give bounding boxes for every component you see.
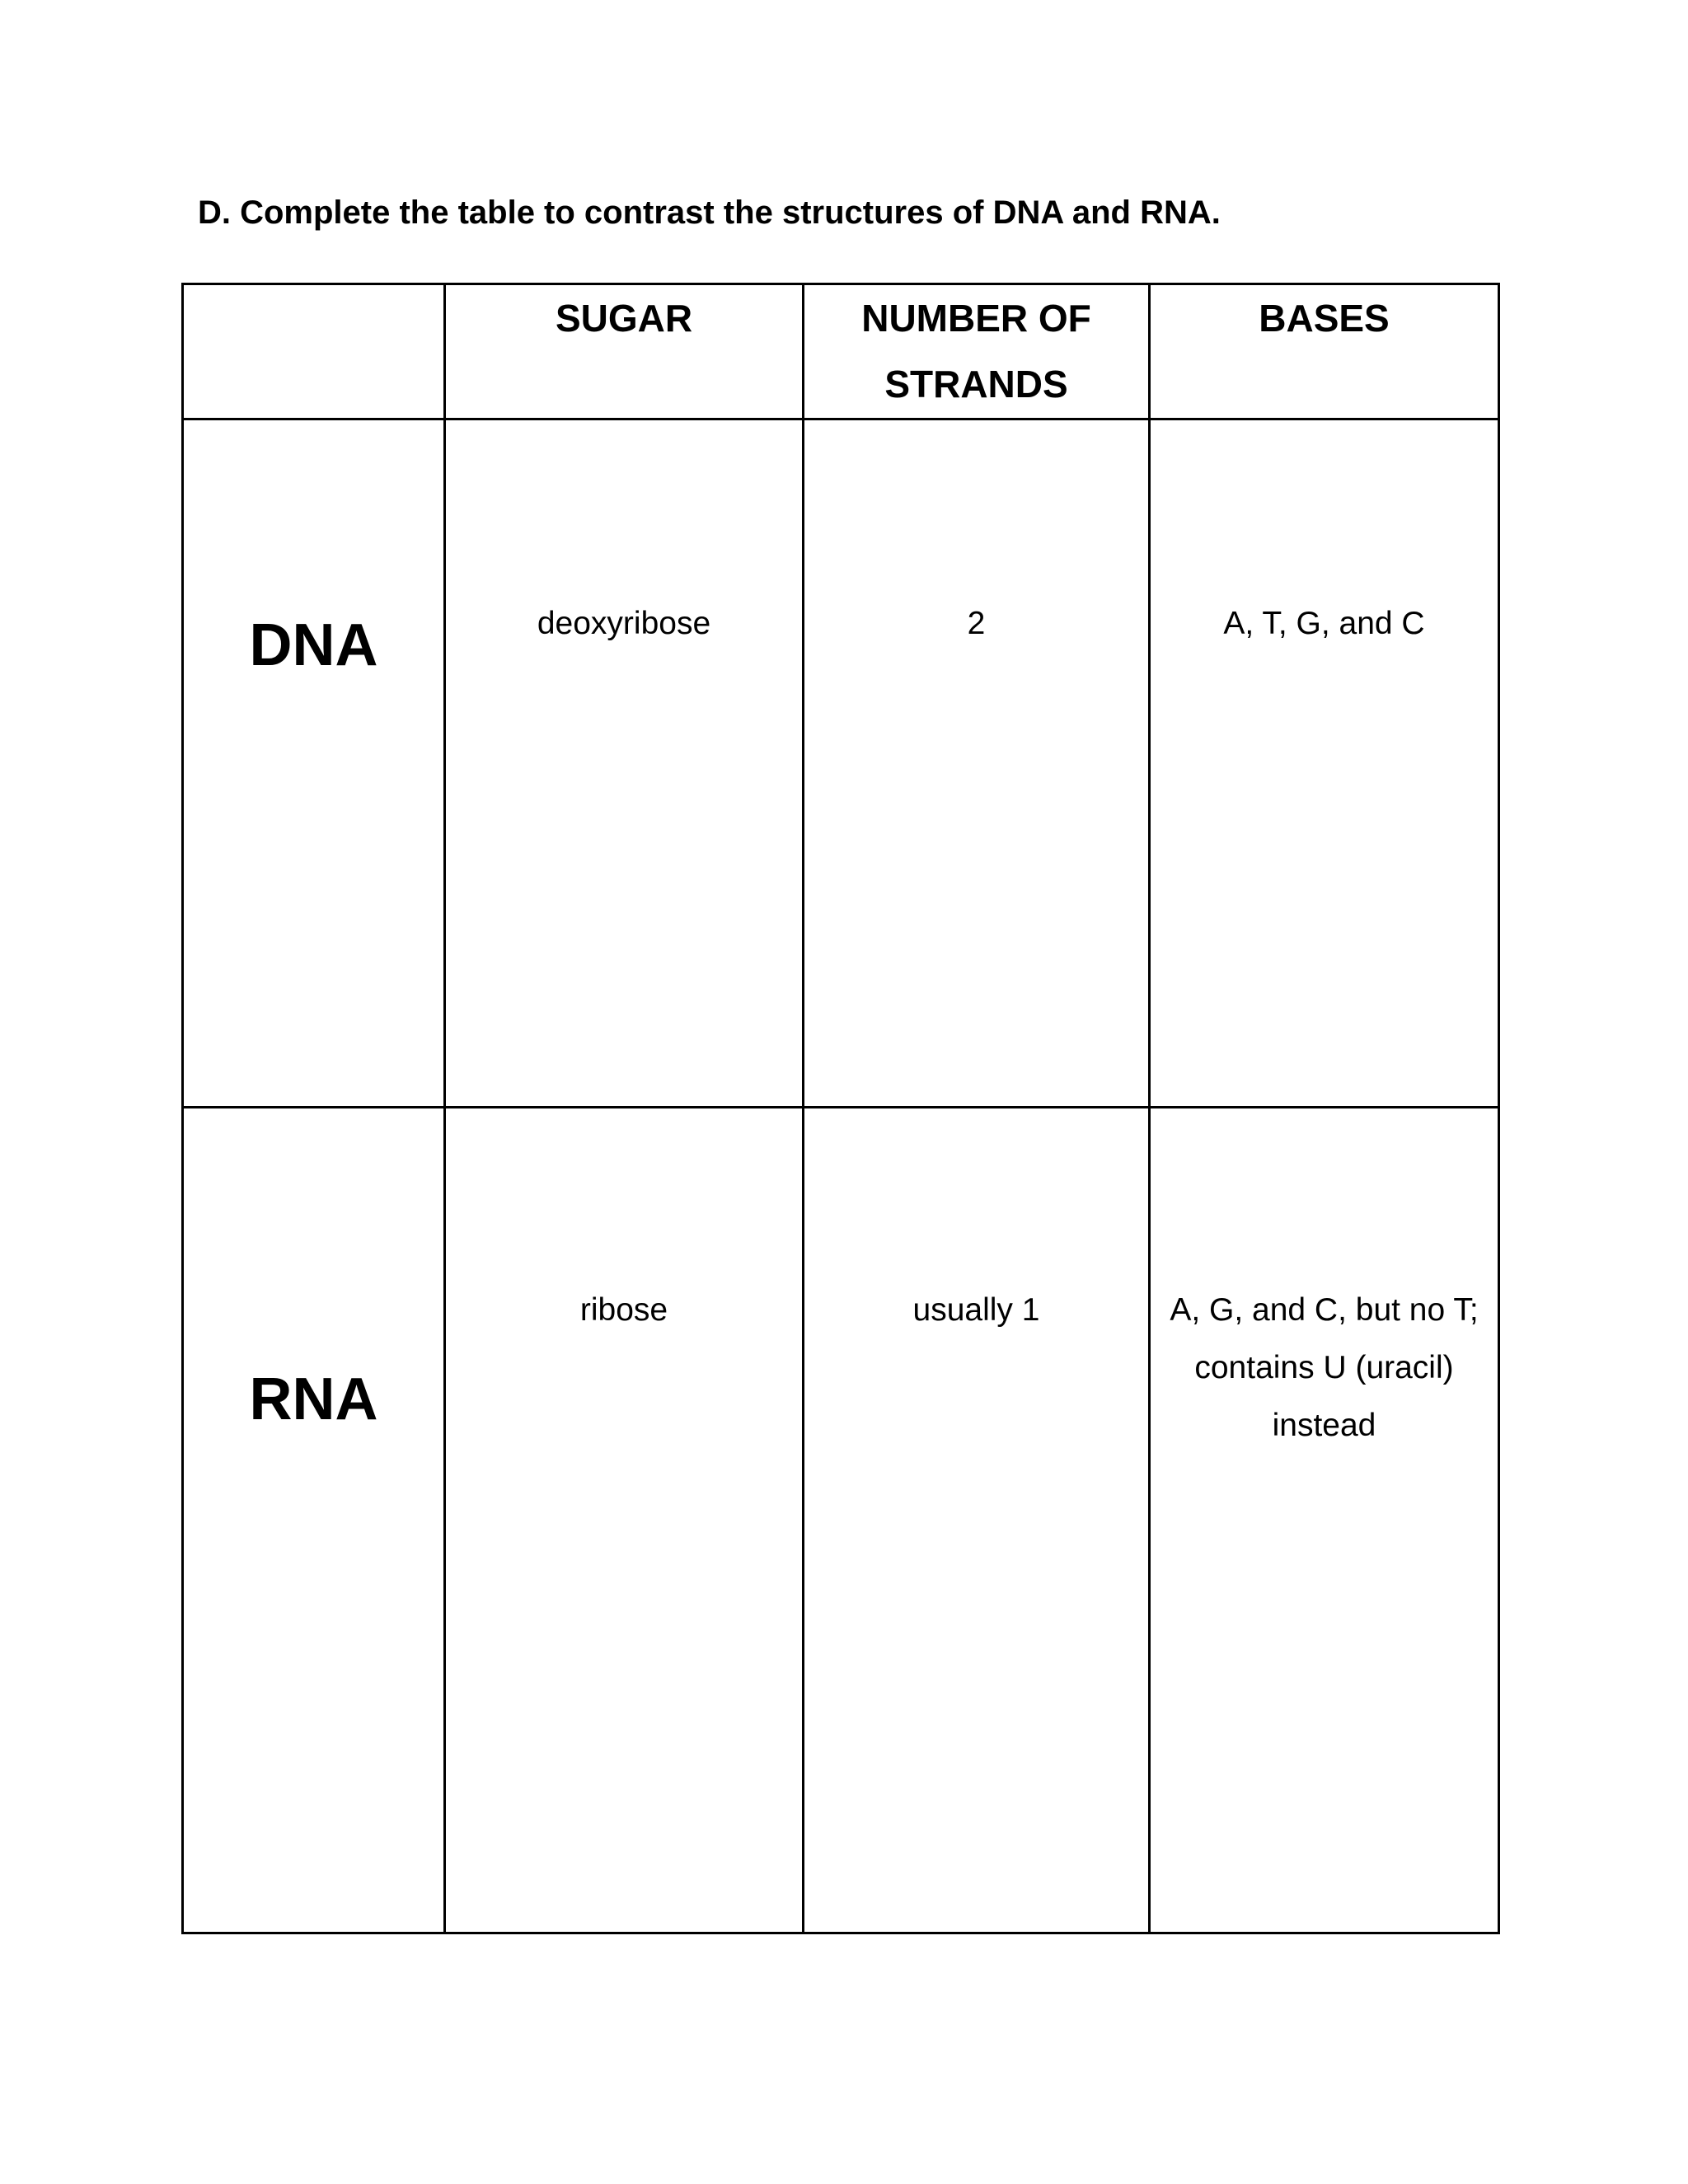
dna-strands-cell — [804, 419, 1150, 1108]
row-label-cell — [183, 419, 445, 1108]
rna-sugar: ribose — [579, 1292, 668, 1328]
table-header-row — [183, 284, 1499, 419]
header-strands: NUMBER OF STRANDS — [861, 297, 1091, 405]
dna-sugar-cell — [445, 419, 804, 1108]
header-sugar-cell — [445, 284, 804, 419]
header-sugar: SUGAR — [555, 297, 693, 340]
dna-bases-cell — [1150, 419, 1499, 1108]
dna-strands: 2 — [967, 606, 986, 641]
row-label-cell — [183, 1108, 445, 1933]
header-blank-cell — [183, 284, 445, 419]
row-label-rna: RNA — [249, 1366, 378, 1432]
row-label-dna: DNA — [249, 612, 378, 678]
dna-bases: A, T, G, and C — [1223, 606, 1425, 641]
rna-bases-cell — [1150, 1108, 1499, 1933]
table-row-rna — [183, 1108, 1499, 1933]
rna-bases: A, G, and C, but no T; contains U (uracil) instead — [1170, 1292, 1479, 1443]
instruction-heading: D. Complete the table to contrast the structures of DNA and RNA. — [198, 194, 1221, 231]
rna-sugar-cell — [445, 1108, 804, 1933]
rna-strands-cell — [804, 1108, 1150, 1933]
header-strands-cell — [804, 284, 1150, 419]
rna-strands: usually 1 — [912, 1292, 1040, 1328]
table-row-dna — [183, 419, 1499, 1108]
header-bases-cell — [1150, 284, 1499, 419]
dna-sugar: deoxyribose — [537, 606, 711, 641]
header-bases: BASES — [1259, 297, 1390, 340]
comparison-table — [181, 283, 1500, 1934]
